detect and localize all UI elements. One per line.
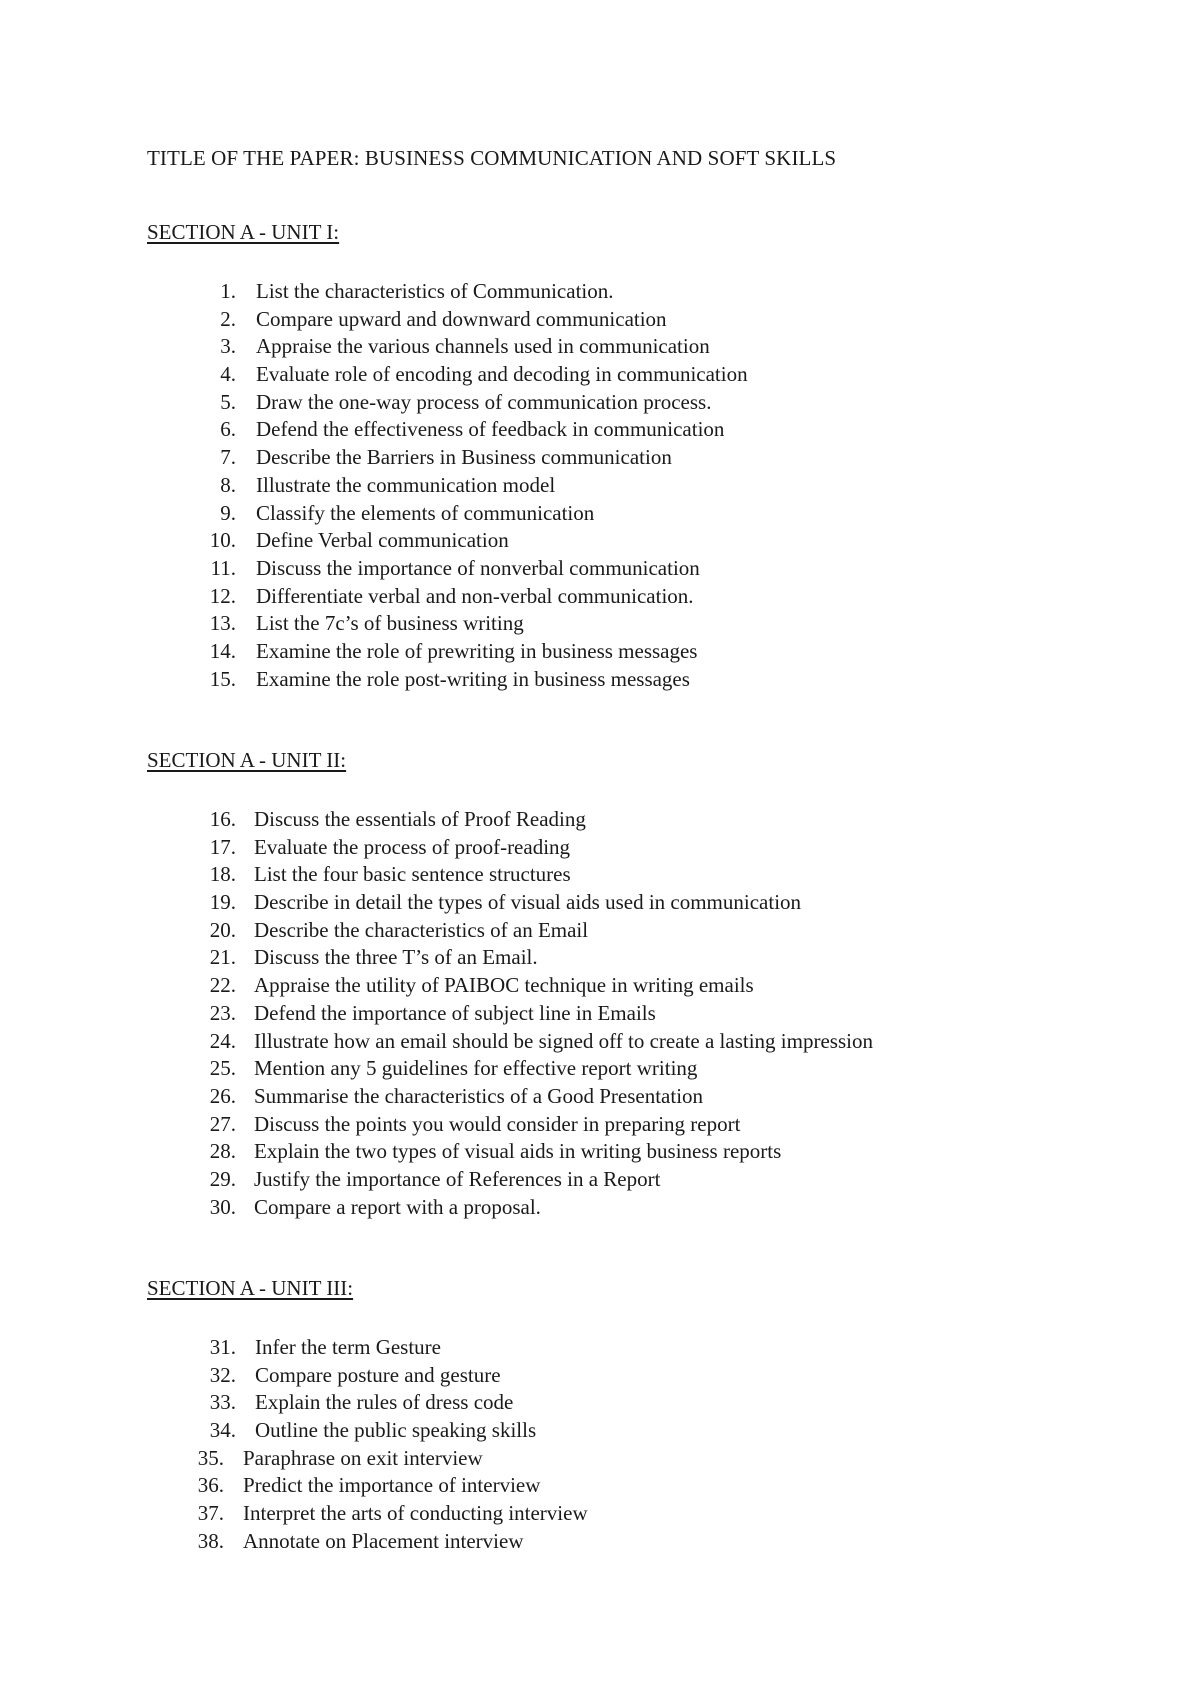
question-number: 11. xyxy=(210,555,236,580)
paper-title: TITLE OF THE PAPER: BUSINESS COMMUNICATION AND SOFT SKILLS xyxy=(147,146,837,170)
question-number: 27. xyxy=(209,1111,236,1136)
question-text: Explain the rules of dress code xyxy=(255,1390,514,1415)
question-text: Compare posture and gesture xyxy=(255,1362,501,1387)
question-number: 32. xyxy=(209,1362,236,1387)
question-number: 36. xyxy=(197,1473,224,1498)
question-text: Paraphrase on exit interview xyxy=(243,1445,483,1470)
question-text: Evaluate role of encoding and decoding in communication xyxy=(256,362,748,387)
question-number: 25. xyxy=(209,1056,236,1081)
question-text: Discuss the essentials of Proof Reading xyxy=(254,807,586,831)
question-number: 13. xyxy=(209,611,236,636)
question-text: Defend the effectiveness of feedback in communication xyxy=(256,417,725,442)
question-number: 35. xyxy=(197,1445,224,1470)
question-number: 17. xyxy=(209,834,236,859)
question-text: Predict the importance of interview xyxy=(243,1473,541,1498)
question-text: Summarise the characteristics of a Good Presentation xyxy=(254,1083,704,1108)
question-number: 8. xyxy=(220,472,236,497)
section-heading-unit-3: SECTION A - UNIT III: xyxy=(147,1276,354,1300)
question-number: 7. xyxy=(220,445,236,470)
question-number: 18. xyxy=(209,862,236,887)
question-number: 28. xyxy=(209,1139,236,1164)
question-text: Evaluate the process of proof-reading xyxy=(254,834,571,859)
question-text: Define Verbal communication xyxy=(256,528,509,553)
question-number: 31. xyxy=(209,1335,236,1359)
question-text: Annotate on Placement interview xyxy=(243,1528,524,1553)
question-number: 12. xyxy=(209,583,236,608)
section-heading-unit-2: SECTION A - UNIT II: xyxy=(147,748,347,772)
question-number: 21. xyxy=(209,945,236,970)
question-number: 26. xyxy=(209,1083,236,1108)
question-number: 4. xyxy=(220,362,236,387)
question-number: 10. xyxy=(209,528,236,553)
question-number: 14. xyxy=(209,638,236,663)
question-text: Interpret the arts of conducting interview xyxy=(243,1501,588,1526)
question-number: 37. xyxy=(197,1501,224,1526)
question-number: 16. xyxy=(209,807,236,831)
question-text: Explain the two types of visual aids in writing business reports xyxy=(254,1139,782,1164)
question-number: 23. xyxy=(209,1000,236,1025)
question-text: Illustrate how an email should be signed off to create a lasting impression xyxy=(254,1028,873,1053)
question-text: Discuss the three T’s of an Email. xyxy=(254,945,538,970)
question-text: Describe the characteristics of an Email xyxy=(254,917,589,942)
question-number: 3. xyxy=(220,334,236,359)
section-heading-unit-1: SECTION A - UNIT I: xyxy=(147,220,340,244)
question-text: Discuss the importance of nonverbal communication xyxy=(256,555,700,580)
question-text: Appraise the various channels used in communication xyxy=(256,334,710,359)
question-text: Examine the role post-writing in business messages xyxy=(256,666,690,691)
question-text: Mention any 5 guidelines for effective report writing xyxy=(254,1056,698,1081)
question-text: Illustrate the communication model xyxy=(256,472,556,497)
question-number: 20. xyxy=(209,917,236,942)
question-number: 1. xyxy=(220,279,236,303)
question-text: Describe the Barriers in Business communication xyxy=(256,445,672,470)
question-number: 38. xyxy=(197,1528,224,1553)
question-number: 5. xyxy=(220,389,236,414)
question-text: Justify the importance of References in a Report xyxy=(254,1166,661,1191)
question-text: List the characteristics of Communication. xyxy=(256,279,614,303)
question-number: 33. xyxy=(209,1390,236,1415)
question-text: Describe in detail the types of visual aids used in communication xyxy=(254,890,802,915)
question-number: 15. xyxy=(209,666,236,691)
question-number: 6. xyxy=(220,417,236,442)
question-text: Compare upward and downward communication xyxy=(256,306,667,331)
question-text: Infer the term Gesture xyxy=(255,1335,441,1359)
question-number: 34. xyxy=(209,1418,236,1443)
question-text: Differentiate verbal and non-verbal communication. xyxy=(256,583,694,608)
question-number: 29. xyxy=(209,1166,236,1191)
question-text: Compare a report with a proposal. xyxy=(254,1194,541,1219)
question-text: Outline the public speaking skills xyxy=(255,1418,537,1443)
question-number: 30. xyxy=(209,1194,236,1219)
question-text: Discuss the points you would consider in preparing report xyxy=(254,1111,741,1136)
question-text: Classify the elements of communication xyxy=(256,500,595,525)
question-number: 9. xyxy=(220,500,236,525)
question-number: 22. xyxy=(209,973,236,998)
question-number: 2. xyxy=(220,306,236,331)
question-number: 24. xyxy=(209,1028,236,1053)
question-text: List the four basic sentence structures xyxy=(254,862,571,887)
question-text: Appraise the utility of PAIBOC technique in writing emails xyxy=(254,973,754,998)
question-text: Defend the importance of subject line in Emails xyxy=(254,1000,656,1025)
question-text: Examine the role of prewriting in business messages xyxy=(256,638,698,663)
question-number: 19. xyxy=(209,890,236,915)
question-text: Draw the one-way process of communication process. xyxy=(256,389,712,414)
question-text: List the 7c’s of business writing xyxy=(256,611,524,636)
